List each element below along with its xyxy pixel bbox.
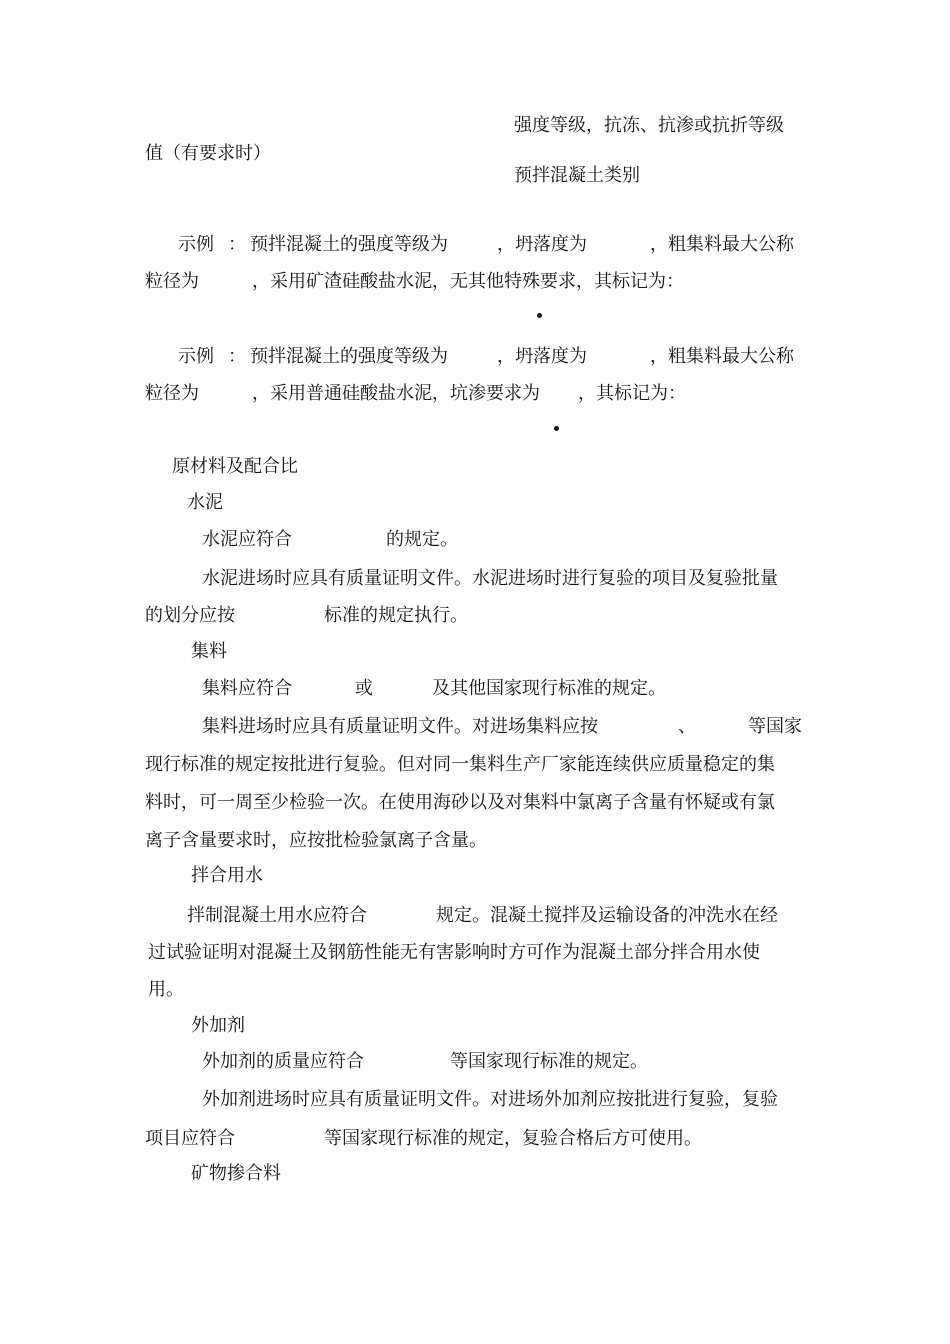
example2-text-1: 预拌混凝土的强度等级为 bbox=[250, 346, 448, 367]
admixture-heading: 外加剂 bbox=[191, 1015, 245, 1036]
cement-para1-a: 水泥应符合 bbox=[202, 529, 292, 550]
mineral-heading: 矿物掺合料 bbox=[191, 1163, 281, 1184]
example1-text-5: ，采用矿渣硅酸盐水泥，无其他特殊要求，其标记为： bbox=[252, 271, 684, 292]
admixture-para2: 外加剂进场时应具有质量证明文件。对进场外加剂应按批进行复验，复验 bbox=[202, 1089, 778, 1110]
cement-para2: 水泥进场时应具有质量证明文件。水泥进场时进行复验的项目及复验批量 bbox=[202, 568, 778, 589]
example2-text-4: 粒径为 bbox=[145, 383, 199, 404]
cement-para1-b: 的规定。 bbox=[386, 529, 458, 550]
example2-colon: ： bbox=[228, 346, 246, 367]
water-para1-line2: 过试验证明对混凝土及钢筋性能无有害影响时方可作为混凝土部分拌合用水使 bbox=[148, 942, 760, 963]
water-para1-line3: 用。 bbox=[148, 979, 184, 1000]
aggregate-para1-b: 或 bbox=[355, 678, 373, 699]
aggregate-para2-line3: 料时，可一周至少检验一次。在使用海砂以及对集料中氯离子含量有怀疑或有氯 bbox=[145, 792, 775, 813]
aggregate-heading: 集料 bbox=[191, 641, 227, 662]
example2-bullet-dot bbox=[554, 426, 559, 431]
aggregate-para2-line4: 离子含量要求时，应按批检验氯离子含量。 bbox=[145, 830, 487, 851]
example2-text-6: ，其标记为： bbox=[578, 383, 686, 404]
aggregate-para2-line2: 现行标准的规定按批进行复验。但对同一集料生产厂家能连续供应质量稳定的集 bbox=[145, 754, 775, 775]
admixture-para2-b: 项目应符合 bbox=[145, 1128, 235, 1149]
cement-para2-b: 的划分应按 bbox=[145, 605, 235, 626]
example2-text-3: ，粗集料最大公称 bbox=[650, 346, 794, 367]
header-line-category: 预拌混凝土类别 bbox=[514, 165, 640, 186]
example1-text-2: ，坍落度为 bbox=[497, 234, 587, 255]
example1-text-3: ，粗集料最大公称 bbox=[650, 234, 794, 255]
example1-text-1: 预拌混凝土的强度等级为 bbox=[250, 234, 448, 255]
aggregate-para1-a: 集料应符合 bbox=[202, 678, 292, 699]
aggregate-para1-c: 及其他国家现行标准的规定。 bbox=[432, 678, 666, 699]
example1-colon: ： bbox=[228, 234, 246, 255]
cement-para2-c: 标准的规定执行。 bbox=[324, 605, 468, 626]
water-heading: 拌合用水 bbox=[191, 865, 263, 886]
example1-bullet-dot bbox=[537, 313, 542, 318]
header-line-value: 值（有要求时） bbox=[145, 143, 271, 164]
aggregate-para2-c: 等国家 bbox=[748, 716, 802, 737]
section-title: 原材料及配合比 bbox=[172, 456, 298, 477]
cement-heading: 水泥 bbox=[187, 492, 223, 513]
water-para1-b: 规定。混凝土搅拌及运输设备的冲洗水在经 bbox=[436, 905, 778, 926]
admixture-para2-c: 等国家现行标准的规定，复验合格后方可使用。 bbox=[324, 1128, 702, 1149]
example1-text-4: 粒径为 bbox=[145, 271, 199, 292]
header-line-grade: 强度等级，抗冻、抗渗或抗折等级 bbox=[514, 115, 784, 136]
example2-label: 示例 bbox=[178, 346, 214, 367]
admixture-para1-b: 等国家现行标准的规定。 bbox=[450, 1051, 648, 1072]
water-para1-a: 拌制混凝土用水应符合 bbox=[187, 905, 367, 926]
aggregate-para2-a: 集料进场时应具有质量证明文件。对进场集料应按 bbox=[202, 716, 598, 737]
example2-text-5: ，采用普通硅酸盐水泥，坑渗要求为 bbox=[252, 383, 540, 404]
admixture-para1-a: 外加剂的质量应符合 bbox=[202, 1051, 364, 1072]
aggregate-para2-b: 、 bbox=[678, 716, 696, 737]
example2-text-2: ，坍落度为 bbox=[497, 346, 587, 367]
example1-label: 示例 bbox=[178, 234, 214, 255]
